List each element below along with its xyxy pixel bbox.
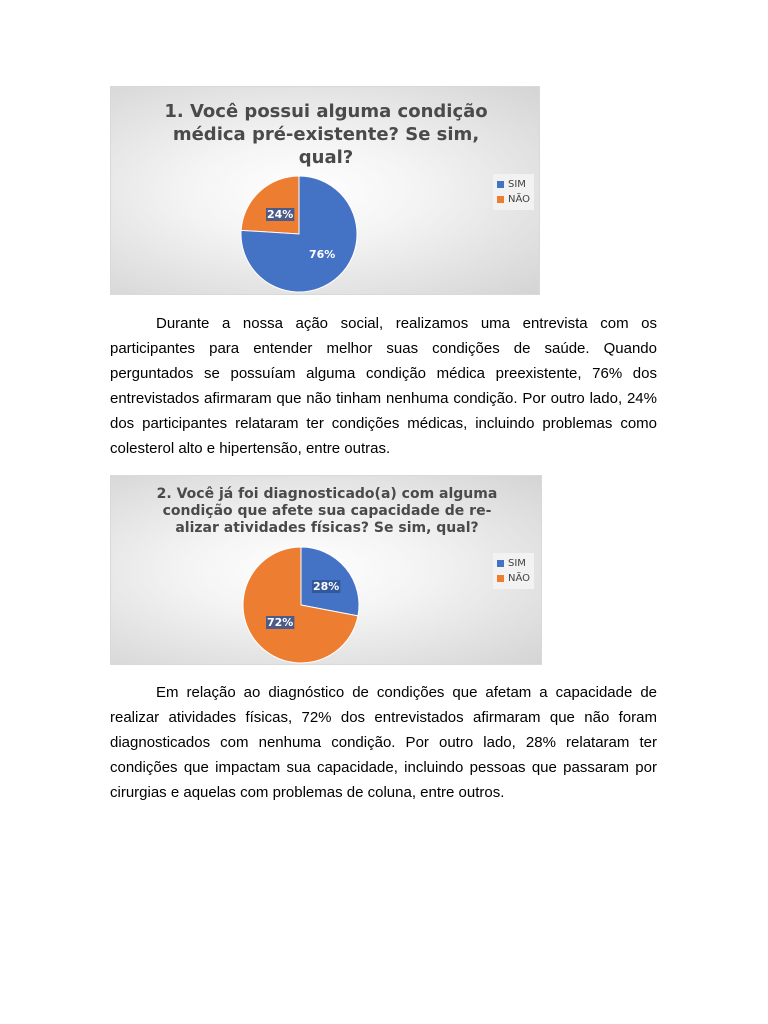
pie-chart (239, 177, 359, 297)
chart-title: 1. Você possui alguma condição médica pré-existente? Se sim, qual? (164, 101, 488, 168)
chart-physical-activity-condition (110, 475, 542, 665)
pie-slice-nao (241, 176, 299, 234)
legend-item-nao (497, 571, 530, 586)
data-label-nao: 24% (267, 208, 294, 221)
paragraph-1: Durante a nossa ação social, realizamos uma entrevista com os participantes para entender melhor suas condições de saúde. Quando perguntados se possuíam alguma condição médica preexistente, 76% dos entrevistados afirmaram que não tinham nenhuma condição. Por outro lado, 24% dos participantes relataram ter condições médicas, incluindo problemas como colesterol alto e hipertensão, entre outras. (110, 315, 657, 457)
legend-swatch (497, 196, 504, 203)
legend-item-sim (497, 177, 530, 192)
legend-label: SIM (508, 179, 526, 190)
legend-label: NÃO (508, 573, 531, 584)
legend-label: SIM (508, 558, 526, 569)
legend (493, 174, 534, 210)
legend-swatch (497, 575, 504, 582)
chart-title: 2. Você já foi diagnosticado(a) com alguma condição que afete sua capacidade de re- alizar atividades físicas? Se sim, qual? (156, 486, 498, 536)
legend-item-sim (497, 556, 530, 571)
data-label-nao: 72% (267, 616, 294, 629)
legend-label: NÃO (508, 194, 531, 205)
legend-swatch (497, 560, 504, 567)
chart-preexisting-condition (110, 86, 540, 295)
pie-chart (241, 548, 361, 668)
data-label-sim: 28% (313, 580, 340, 593)
legend-swatch (497, 181, 504, 188)
data-label-sim: 76% (309, 248, 336, 261)
legend (493, 553, 534, 589)
legend-item-nao (497, 192, 530, 207)
paragraph-2: Em relação ao diagnóstico de condições que afetam a capacidade de realizar atividades físicas, 72% dos entrevistados afirmaram que não foram diagnosticados com nenhuma condição. Por outro lado, 28% relataram ter condições que impactam sua capacidade, incluindo pessoas que passaram por cirurgias e aquelas com problemas de coluna, entre outros. (110, 684, 657, 801)
